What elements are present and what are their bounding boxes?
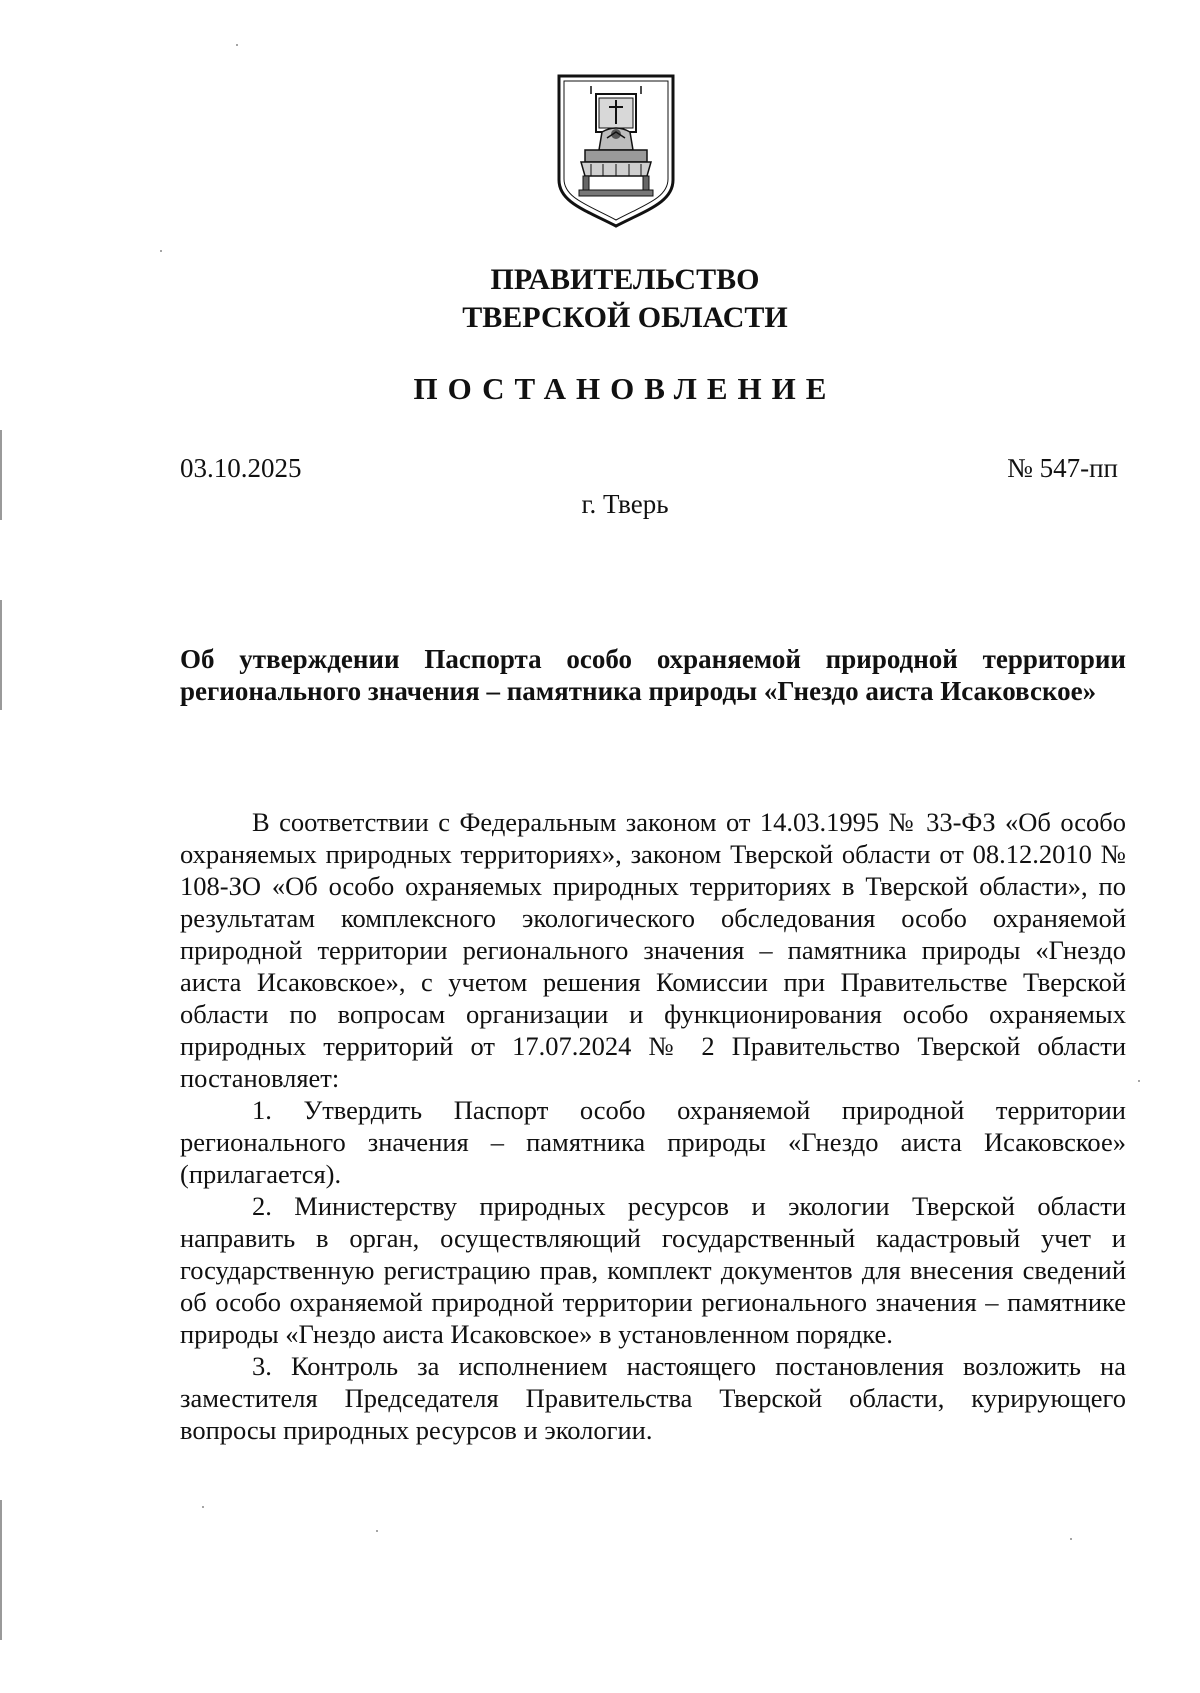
scan-edge-mark	[0, 600, 2, 710]
org-name-line2: ТВЕРСКОЙ ОБЛАСТИ	[462, 301, 788, 334]
document-date: 03.10.2025	[180, 453, 302, 483]
scan-speck	[1070, 1538, 1072, 1540]
scan-speck	[202, 1506, 204, 1508]
document-type-heading: ПОСТАНОВЛЕНИЕ	[413, 371, 837, 406]
scan-speck	[1138, 1080, 1140, 1082]
document-subject: Об утверждении Паспорта особо охраняемой природной территории регионального значения – памятника природы «Гнездо аиста Исаковское»	[180, 644, 1126, 706]
tver-coat-of-arms-icon	[555, 72, 677, 228]
scan-speck	[236, 44, 238, 46]
document-body	[180, 806, 1126, 1446]
scan-edge-mark	[0, 1500, 2, 1640]
resolution-item-3: 3. Контроль за исполнением настоящего постановления возложить на заместителя Председателя Правительства Тверской области, курирующего вопросы природных ресурсов и экологии.	[180, 1351, 1126, 1445]
org-name-line1: ПРАВИТЕЛЬСТВО	[490, 263, 760, 296]
resolution-item-1: 1. Утвердить Паспорт особо охраняемой природной территории регионального значения – памятника природы «Гнездо аиста Исаковское» (прилагается).	[180, 1095, 1126, 1189]
scan-speck	[376, 1530, 378, 1532]
document-number: № 547-пп	[1007, 453, 1118, 483]
scan-speck	[160, 250, 162, 252]
preamble-paragraph: В соответствии с Федеральным законом от 14.03.1995 № 33-ФЗ «Об особо охраняемых природных территориях», законом Тверской области от 08.12.2010 № 108-ЗО «Об особо охраняемых природных территориях в Тверской области», по результатам комплексного экологического обследования особо охраняемой природной территории регионального значения – памятника природы «Гнездо аиста Исаковское», с учетом решения Комиссии при Правительстве Тверской области по вопросам организации и функционирования особо охраняемых природных территорий от 17.07.2024 № 2 Правительство Тверской области постановляет:	[180, 807, 1126, 1093]
document-city: г. Тверь	[581, 489, 669, 519]
resolution-item-2: 2. Министерству природных ресурсов и экологии Тверской области направить в орган, осуществляющий государственный кадастровый учет и государственную регистрацию прав, комплект документов для внесения сведений об особо охраняемой природной территории регионального значения – памятнике природы «Гнездо аиста Исаковское» в установленном порядке.	[180, 1191, 1126, 1349]
